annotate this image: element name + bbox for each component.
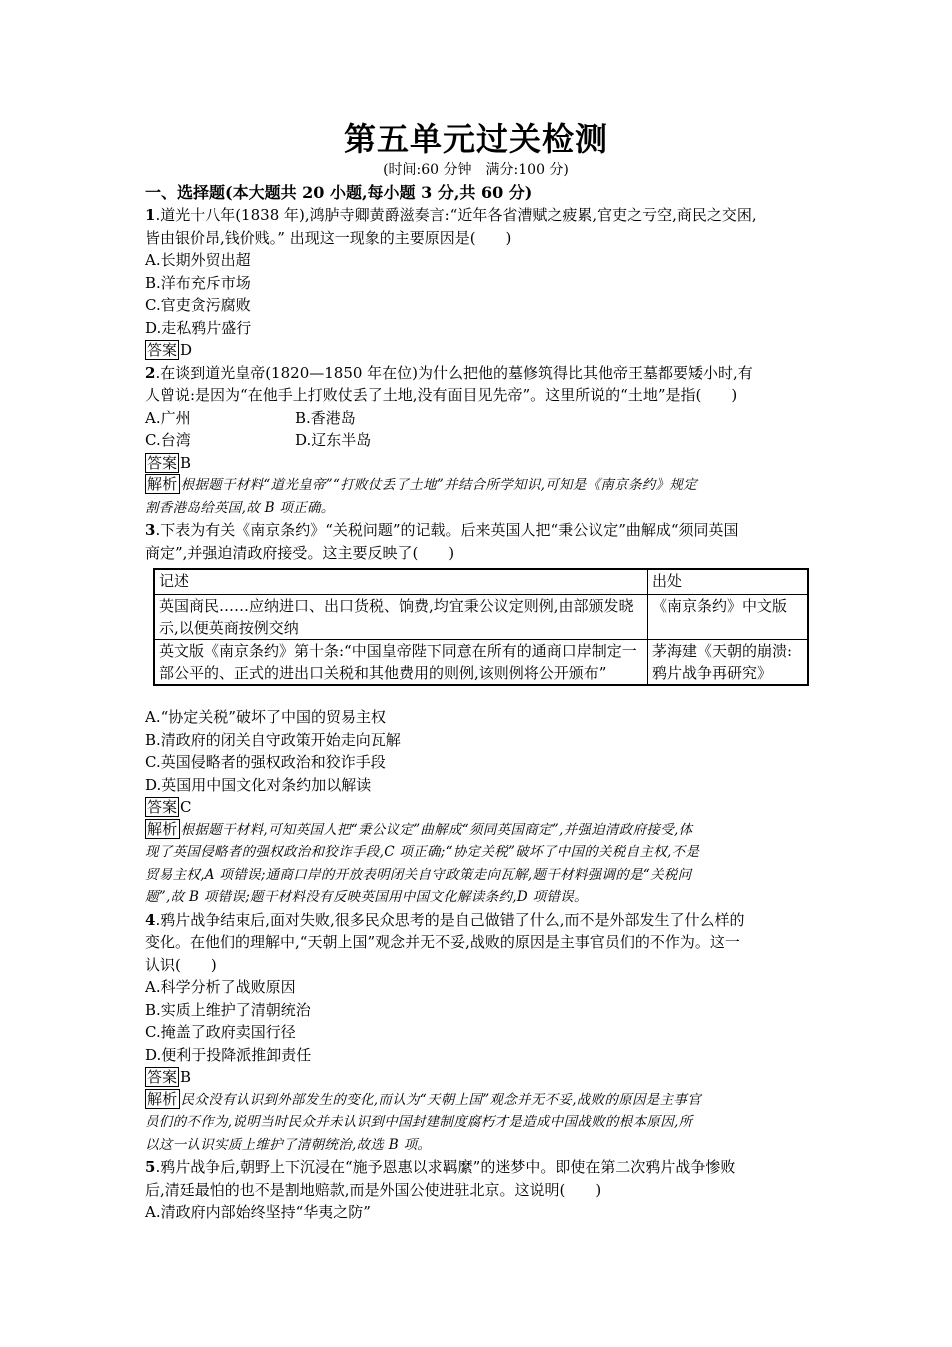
answer-line [145,796,807,819]
question-3 [145,519,807,909]
table-header: 记述 [154,569,648,595]
answer-label: 答案 [147,453,178,472]
table-row [154,640,808,686]
option-c: C.台湾 [145,431,191,449]
option-b: B.实质上维护了清朝统治 [145,1000,311,1019]
question-stem-line: 1.道光十八年(1838 年),鸿胪寺卿黄爵滋奏言:“近年各省漕赋之疲累,官吏之亏空,商民之交困, [145,206,757,224]
answer-label: 答案 [147,798,178,816]
analysis-block: 解析 根据题干材料“道光皇帝”“打败仗丢了土地”并结合所学知识,可知是《南京条约》规定 割香港岛给英国,故 B 项正确。 [145,475,698,516]
table-header-row [154,569,808,595]
option-c: C.英国侵略者的强权政治和狡诈手段 [145,753,386,771]
question-stem-line: 认识( ) [145,955,217,974]
option-b: B.香港岛 [295,408,356,427]
table-cell: 茅海建《天朝的崩溃:鸦片战争再研究》 [648,640,809,686]
question-1 [145,204,807,362]
exam-info: (时间:60 分钟 满分:100 分) [383,162,569,178]
question-stem-line: 后,清廷最怕的也不是割地赔款,而是外国公使进驻北京。这说明( ) [145,1180,602,1199]
page-title: 第五单元过关检测 [343,120,608,158]
table-cell: 英文版《南京条约》第十条:“中国皇帝陛下同意在所有的通商口岸制定一部公平的、正式的进出口关税和其他费用的则例,该则例将公开颁布” [154,640,648,686]
question-4 [145,909,807,1157]
question-stem-line: 商定”,并强迫清政府接受。这主要反映了( ) [145,543,455,562]
question-stem-line: 人曾说:是因为“在他手上打败仗丢了土地,没有面目见先帝”。这里所说的“土地”是指( ) [145,386,738,404]
option-d: D.便利于投降派推卸责任 [145,1045,312,1064]
question-number: 1 [145,206,156,224]
section-heading: 一、选择题(本大题共 20 小题,每小题 3 分,共 60 分) [145,183,533,202]
option-d: D.辽东半岛 [295,431,372,449]
question-stem-line: 变化。在他们的理解中,“天朝上国”观念并无不妥,战败的原因是主事官员们的不作为。这一 [145,933,740,951]
analysis-label: 解析 [147,819,178,838]
option-d: D.走私鸦片盛行 [145,318,252,337]
option-a: A.广州 [145,408,191,427]
question-2 [145,362,807,520]
analysis-label: 解析 [147,1089,178,1108]
answer-value: D [180,341,193,359]
question-stem-line: 4.鸦片战争结束后,面对失败,很多民众思考的是自己做错了什么,而不是外部发生了什么样的 [145,910,745,929]
answer-line [145,1066,807,1089]
answer-value: B [180,1068,192,1086]
analysis-block: 解析 民众没有认识到外部发生的变化,而认为“天朝上国”观念并无不妥,战败的原因是主事官 员们的不作为,说明当时民众并未认识到中国封建制度腐朽才是造成中国战败的根本原因,所 以这一认识实质上维护了清朝统治,故选 B 项。 [145,1089,701,1153]
exam-page [145,118,807,1224]
table-row [154,595,808,640]
question-stem-line: 2.在谈到道光皇帝(1820—1850 年在位)为什么把他的墓修筑得比其他帝王墓都要矮小时,有 [145,363,753,382]
question-stem-line: 5.鸦片战争后,朝野上下沉浸在“施予恩惠以求羁縻”的迷梦中。即使在第二次鸦片战争惨败 [145,1158,736,1176]
question-number: 2 [145,363,156,382]
option-c: C.官吏贪污腐败 [145,296,251,314]
option-a: A.清政府内部始终坚持“华夷之防” [145,1203,371,1221]
option-a: A.长期外贸出超 [145,251,251,269]
option-a: A.科学分析了战败原因 [145,978,296,996]
question-number: 5 [145,1158,156,1176]
answer-label: 答案 [147,341,178,359]
analysis-label: 解析 [147,475,178,493]
question-stem-line: 3.下表为有关《南京条约》“关税问题”的记载。后来英国人把“秉公议定”曲解成“须同英国 [145,521,739,539]
question-number: 4 [145,910,156,929]
option-b: B.清政府的闭关自守政策开始走向瓦解 [145,730,401,749]
table-cell: 《南京条约》中文版 [648,595,809,640]
answer-line [145,452,807,475]
option-d: D.英国用中国文化对条约加以解读 [145,775,372,794]
table-header: 出处 [648,569,809,595]
answer-value: C [180,798,192,816]
analysis-block: 解析 根据题干材料,可知英国人把“秉公议定”曲解成“须同英国商定”,并强迫清政府接受,体 现了英国侵略者的强权政治和狡诈手段,C 项正确;“协定关税”破坏了中国的关税自主权,不是 贸易主权,A 项错误;通商口岸的开放表明闭关自守政策走向瓦解,题干材料强调的是“关税问 题”,故 B 项错误;题干材料没有反映英国用中国文化解读条约,D 项错误。 [145,819,700,905]
question-stem-line: 皆由银价昂,钱价贱。” 出现这一现象的主要原因是( ) [145,228,512,247]
answer-label: 答案 [147,1068,178,1086]
option-c: C.掩盖了政府卖国行径 [145,1023,296,1041]
answer-line [145,339,807,362]
option-a: A.“协定关税”破坏了中国的贸易主权 [145,708,386,726]
table-cell: 英国商民……应纳进口、出口货税、饷费,均宜秉公议定则例,由部颁发晓示,以便英商按例交纳 [154,595,648,640]
answer-value: B [180,453,192,472]
source-table [153,568,809,686]
question-5 [145,1156,807,1224]
question-number: 3 [145,521,156,539]
option-b: B.洋布充斥市场 [145,273,251,292]
